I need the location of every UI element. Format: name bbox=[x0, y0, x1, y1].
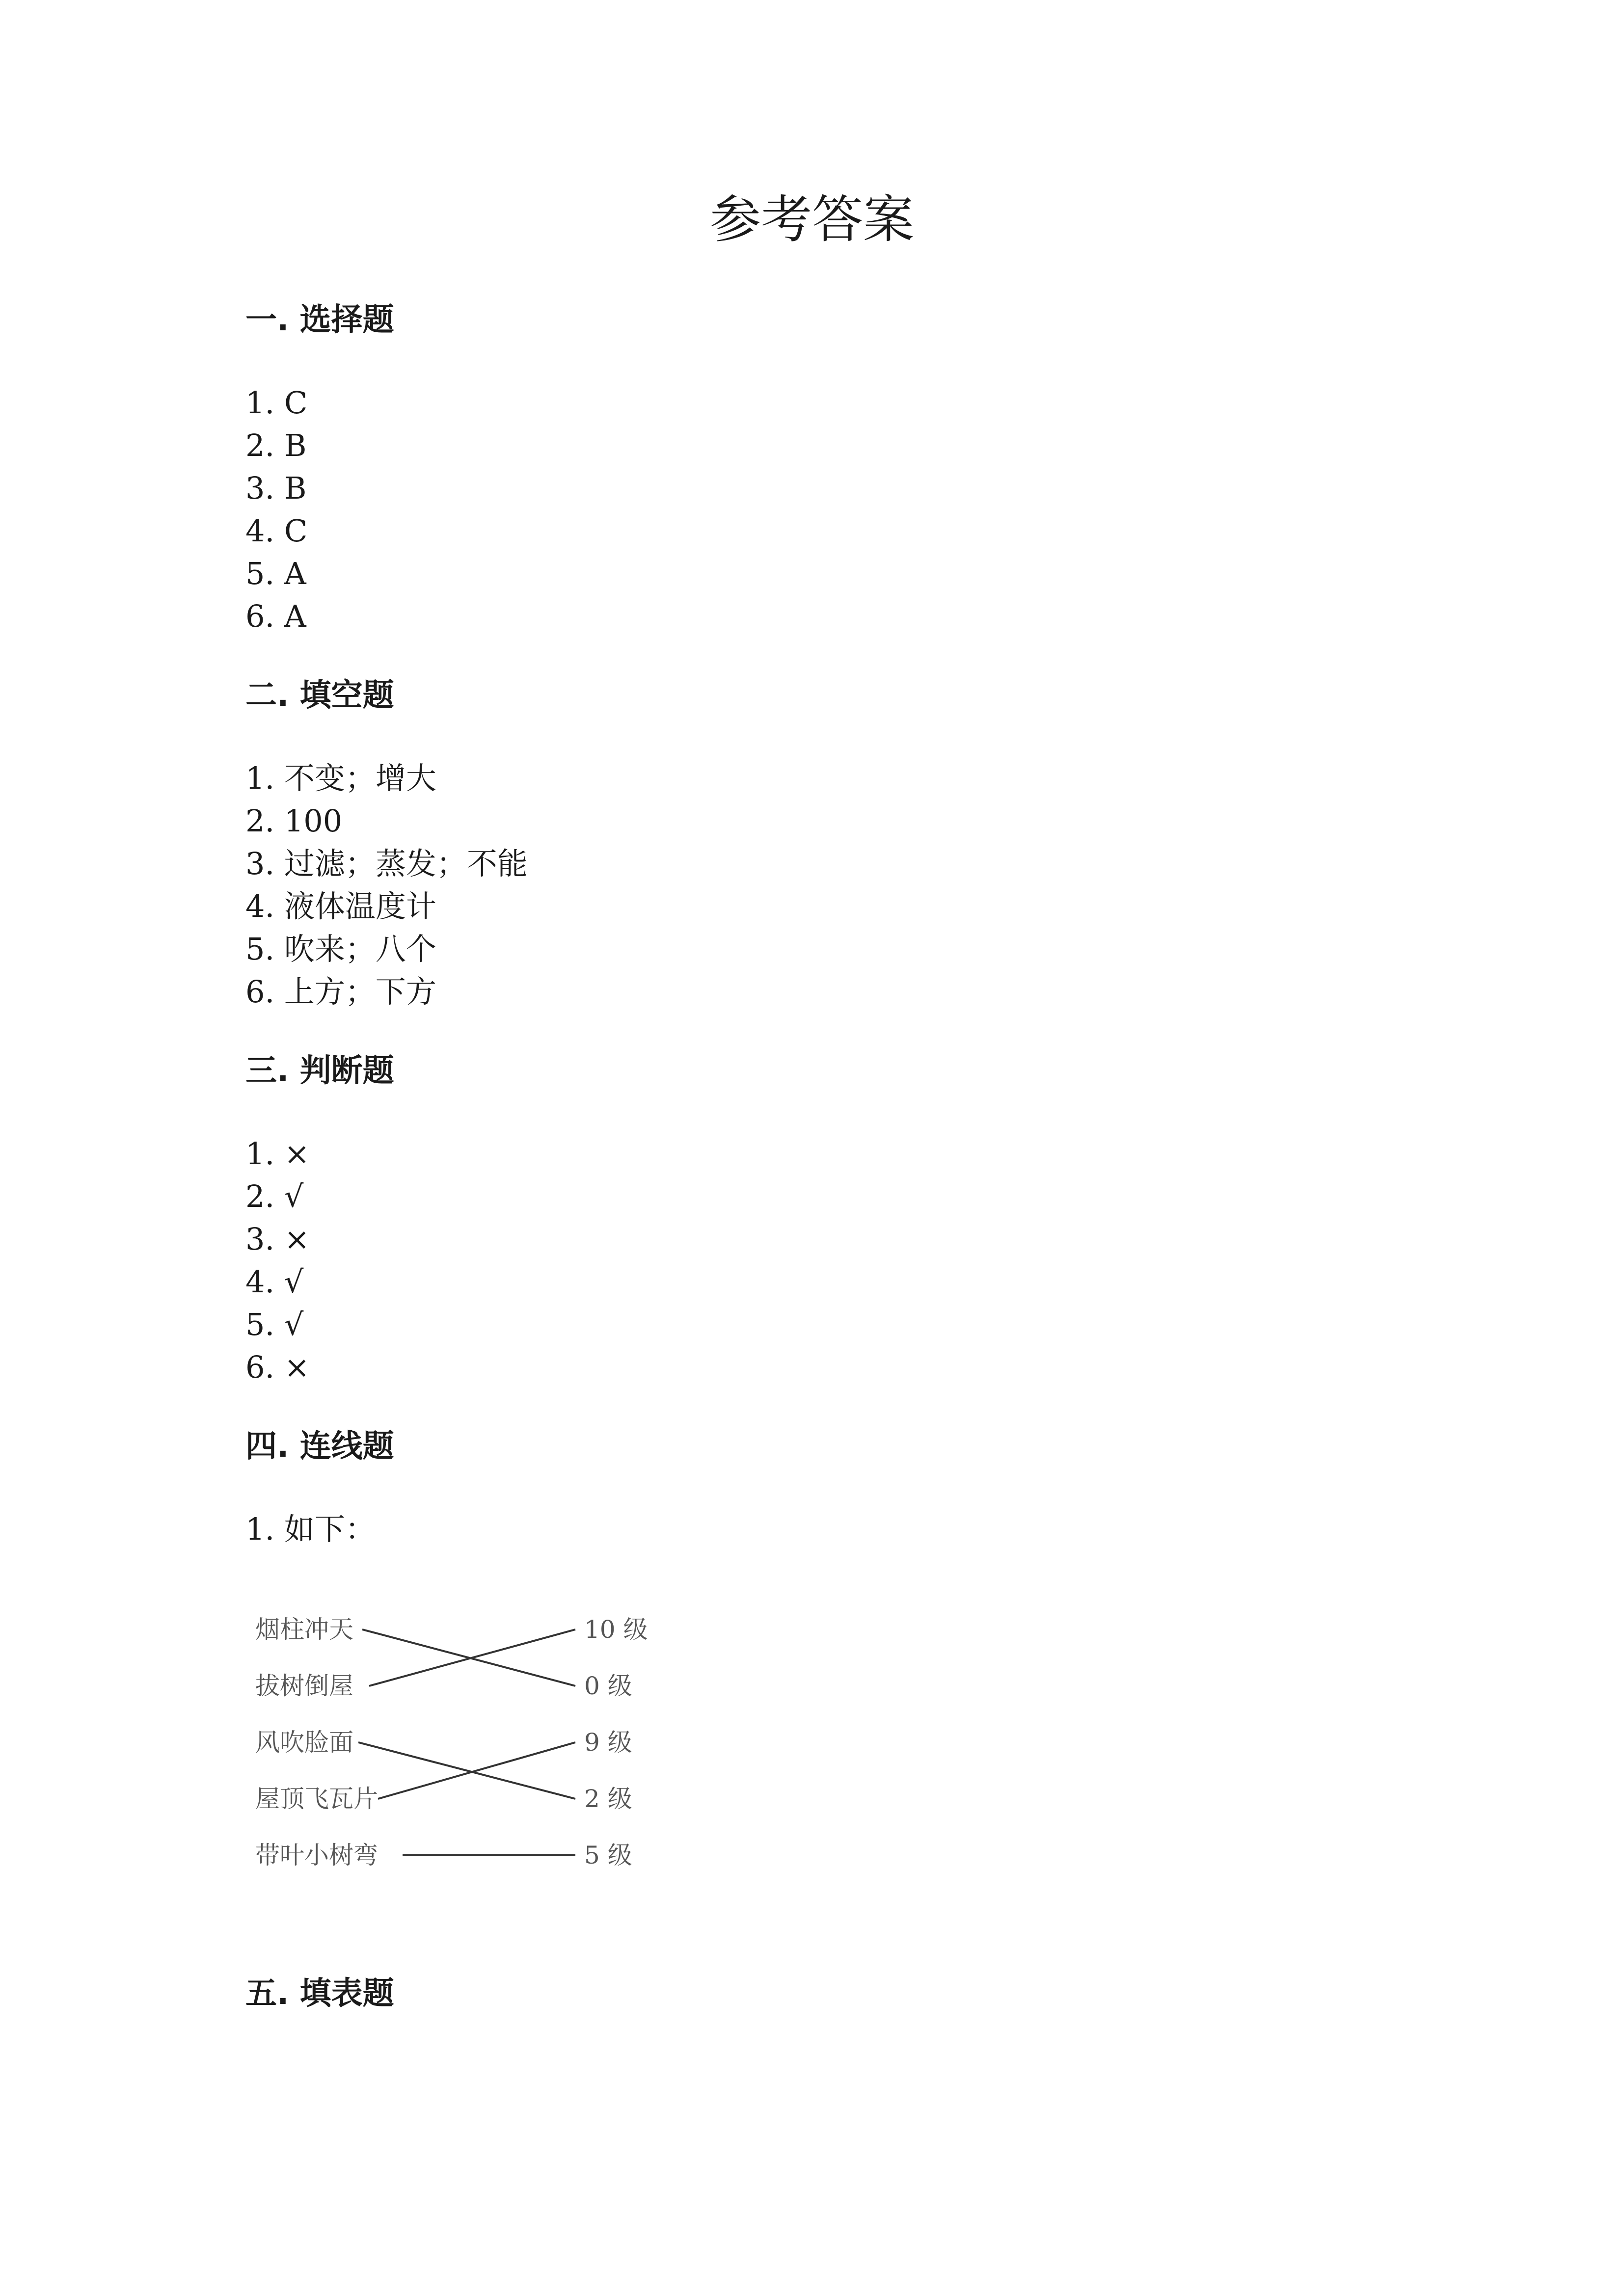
section-heading-match: 四. 连线题 bbox=[245, 1428, 394, 1465]
choice-answer-2: 2. B bbox=[245, 427, 307, 463]
matching-svg bbox=[245, 1605, 668, 1899]
judge-answer-1: 1. × bbox=[245, 1136, 310, 1172]
fill-answer-1: 1. 不变；增大 bbox=[245, 760, 436, 796]
match-right-label-1: 10 级 bbox=[584, 1615, 648, 1644]
match-left-label-3: 风吹脸面 bbox=[255, 1728, 353, 1757]
choice-answer-1: 1. C bbox=[245, 385, 308, 421]
judge-answer-2: 2. √ bbox=[245, 1178, 304, 1214]
match-left-label-2: 拔树倒屋 bbox=[255, 1672, 353, 1700]
matching-diagram bbox=[245, 1605, 668, 1899]
match-right-label-5: 5 级 bbox=[584, 1841, 632, 1869]
choice-answer-6: 6. A bbox=[245, 598, 306, 634]
judge-answer-3: 3. × bbox=[245, 1221, 310, 1257]
match-answer-1: 1. 如下： bbox=[245, 1511, 376, 1547]
judge-answer-6: 6. × bbox=[245, 1349, 310, 1385]
section-heading-choice: 一. 选择题 bbox=[245, 302, 394, 338]
section-heading-table: 五. 填表题 bbox=[245, 1976, 394, 2012]
judge-answer-5: 5. √ bbox=[245, 1307, 304, 1342]
choice-answer-5: 5. A bbox=[245, 556, 306, 591]
fill-answer-6: 6. 上方；下方 bbox=[245, 974, 436, 1010]
match-left-label-1: 烟柱冲天 bbox=[255, 1615, 353, 1644]
match-right-label-3: 9 级 bbox=[584, 1728, 632, 1757]
fill-answer-2: 2. 100 bbox=[245, 803, 343, 839]
fill-answer-4: 4. 液体温度计 bbox=[245, 888, 436, 924]
choice-answer-4: 4. C bbox=[245, 513, 308, 549]
fill-answer-5: 5. 吹来；八个 bbox=[245, 931, 436, 967]
page-title: 参考答案 bbox=[709, 189, 914, 249]
section-heading-judge: 三. 判断题 bbox=[245, 1053, 394, 1089]
match-left-label-4: 屋顶飞瓦片 bbox=[255, 1785, 378, 1813]
judge-answer-4: 4. √ bbox=[245, 1264, 304, 1300]
section-heading-fill: 二. 填空题 bbox=[245, 677, 394, 714]
match-right-label-4: 2 级 bbox=[584, 1785, 632, 1813]
match-right-label-2: 0 级 bbox=[584, 1672, 632, 1700]
fill-answer-3: 3. 过滤；蒸发；不能 bbox=[245, 846, 528, 881]
match-left-label-5: 带叶小树弯 bbox=[255, 1841, 378, 1869]
choice-answer-3: 3. B bbox=[245, 470, 307, 506]
